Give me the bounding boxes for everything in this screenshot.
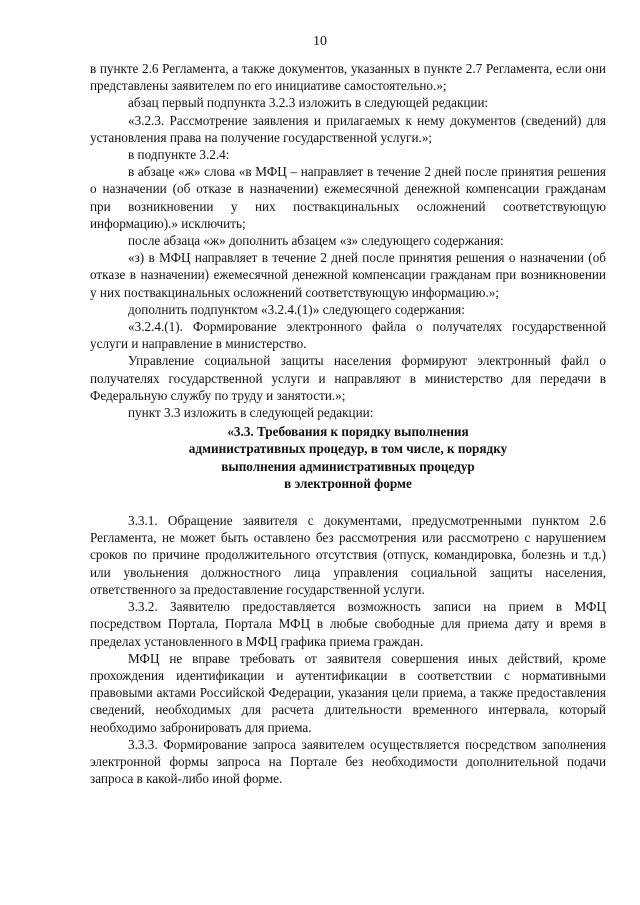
paragraph: 3.3.1. Обращение заявителя с документами, предусмотренными пунктом 2.6 Регламента, не может быть оставлено без рассмотрения или рассмотрено с нарушением сроков по причине продолжительного отсутствия (отпуск, командировка, болезнь и т.д.) или увольнения должностного лица управления социальной защиты населения, ответственного за предоставление государственной услуги. <box>90 513 606 597</box>
heading-line: в электронной форме <box>284 475 412 491</box>
heading-line: выполнения административных процедур <box>221 458 475 474</box>
heading-line: административных процедур, в том числе, к порядку <box>188 441 508 457</box>
paragraph: в пункте 2.6 Регламента, а также документов, указанных в пункте 2.7 Регламента, если они представлены заявителем по его инициативе самостоятельно.»; <box>90 61 606 94</box>
paragraph: «3.2.3. Рассмотрение заявления и прилагаемых к нему документов (сведений) для установления права на получение государственной услуги.»; <box>90 112 606 145</box>
paragraph: «3.2.4.(1). Формирование электронного файла о получателях государственной услуги и направление в министерство. <box>90 319 606 352</box>
document-body <box>90 60 606 787</box>
paragraph: дополнить подпунктом «3.2.4.(1)» следующего содержания: <box>128 301 465 317</box>
paragraph: в абзаце «ж» слова «в МФЦ – направляет в течение 2 дней после принятия решения о назначении (об отказе в назначении) ежемесячной денежной компенсации гражданам при возникновении у них поствакцинальных осложнений соответствующую информацию).» исключить; <box>90 164 606 231</box>
paragraph: пункт 3.3 изложить в следующей редакции: <box>128 405 374 421</box>
paragraph: в подпункте 3.2.4: <box>128 147 230 163</box>
paragraph: МФЦ не вправе требовать от заявителя совершения иных действий, кроме прохождения идентификации и аутентификации в соответствии с нормативными правовыми актами Российской Федерации, указания цели приема, а также предоставления сведений, необходимых для расчета длительности временного интервала, который необходимо забронировать для приема. <box>90 650 606 735</box>
paragraph: Управление социальной защиты населения формируют электронный файл о получателях государственной услуги и направляют в министерство для передачи в Федеральную службу по труду и занятости.»; <box>90 353 606 403</box>
heading-line: «3.3. Требования к порядку выполнения <box>227 424 469 440</box>
paragraph: после абзаца «ж» дополнить абзацем «з» следующего содержания: <box>128 233 504 249</box>
paragraph: абзац первый подпункта 3.2.3 изложить в следующей редакции: <box>128 95 489 111</box>
section-heading <box>90 423 606 492</box>
paragraph: 3.3.3. Формирование запроса заявителем осуществляется посредством заполнения электронной формы запроса на Портале без необходимости дополнительной подачи запроса в какой-либо иной форме. <box>90 736 606 787</box>
paragraph: 3.3.2. Заявителю предоставляется возможность записи на прием в МФЦ посредством Портала, Портала МФЦ в любые свободные для приема дату и время в пределах установленного в МФЦ графика приема граждан. <box>90 599 606 649</box>
page-number: 10 <box>313 34 327 49</box>
paragraph: «з) в МФЦ направляет в течение 2 дней после принятия решения о назначении (об отказе в назначении) ежемесячной денежной компенсации гражданам при возникновении у них поствакцинальных осложнений соответствующую информацию.»; <box>90 250 606 300</box>
